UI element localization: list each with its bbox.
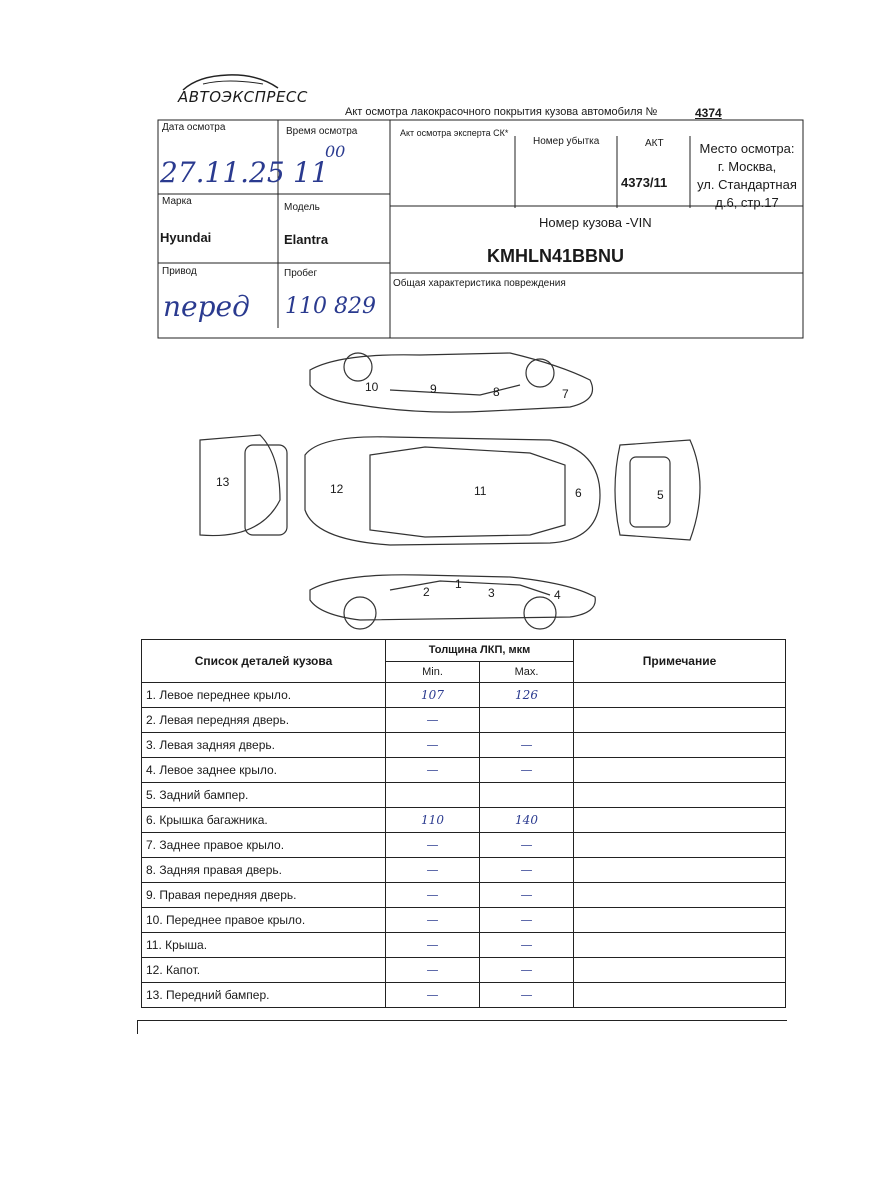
part-number-5: 5: [657, 488, 664, 502]
note-cell: [574, 808, 786, 833]
part-name-cell: 3. Левая задняя дверь.: [142, 733, 386, 758]
note-cell: [574, 708, 786, 733]
part-number-11: 11: [474, 484, 487, 498]
part-name-cell: 10. Переднее правое крыло.: [142, 908, 386, 933]
part-number-8: 8: [493, 385, 500, 399]
note-cell: [574, 683, 786, 708]
part-name-cell: 4. Левое заднее крыло.: [142, 758, 386, 783]
note-cell: [574, 933, 786, 958]
car-outlines: [190, 345, 720, 635]
part-name-cell: 8. Задняя правая дверь.: [142, 858, 386, 883]
min-value-cell: —: [386, 883, 480, 908]
part-name-cell: 9. Правая передняя дверь.: [142, 883, 386, 908]
note-cell: [574, 783, 786, 808]
table-row: [142, 708, 786, 733]
part-name-cell: 13. Передний бампер.: [142, 983, 386, 1008]
min-value-cell: —: [386, 858, 480, 883]
date-label: Дата осмотра: [162, 122, 226, 133]
note-cell: [574, 983, 786, 1008]
part-name-cell: 6. Крышка багажника.: [142, 808, 386, 833]
max-value-cell: —: [480, 883, 574, 908]
parts-table: [141, 639, 786, 1008]
table-row: [142, 733, 786, 758]
loss-number-label: Номер убытка: [533, 136, 600, 147]
vin-label: Номер кузова -VIN: [539, 215, 652, 230]
time-minutes: 00: [325, 142, 346, 161]
part-name-cell: 11. Крыша.: [142, 933, 386, 958]
drive-label: Привод: [162, 266, 197, 277]
max-value-cell: [480, 783, 574, 808]
model-value: Elantra: [284, 232, 329, 247]
part-name-cell: 2. Левая передняя дверь.: [142, 708, 386, 733]
note-column-header: Примечание: [574, 640, 786, 683]
act-number: 4374: [695, 106, 722, 120]
part-number-4: 4: [554, 588, 561, 602]
min-value-cell: —: [386, 908, 480, 933]
max-value-cell: —: [480, 758, 574, 783]
min-value-cell: 107: [386, 683, 480, 708]
parts-table-body: [142, 683, 786, 1008]
bottom-rule-tick: [137, 1020, 138, 1034]
part-number-6: 6: [575, 486, 582, 500]
make-label: Марка: [162, 196, 192, 207]
brand-logo: [178, 72, 308, 112]
table-row: [142, 683, 786, 708]
table-row: [142, 958, 786, 983]
note-cell: [574, 758, 786, 783]
part-number-13: 13: [216, 475, 230, 489]
table-row: [142, 758, 786, 783]
bottom-rule: [137, 1020, 787, 1021]
part-name-cell: 5. Задний бампер.: [142, 783, 386, 808]
part-name-cell: 1. Левое переднее крыло.: [142, 683, 386, 708]
min-value-cell: 110: [386, 808, 480, 833]
vin-value: KMHLN41BBNU: [487, 246, 625, 266]
part-number-12: 12: [330, 482, 344, 496]
place-line: ул. Стандартная: [697, 177, 797, 192]
max-value-cell: —: [480, 933, 574, 958]
mileage-label: Пробег: [284, 268, 318, 279]
time-value: 11: [293, 156, 329, 189]
table-row: [142, 783, 786, 808]
part-number-2: 2: [423, 585, 430, 599]
min-value-cell: —: [386, 708, 480, 733]
min-value-cell: —: [386, 958, 480, 983]
part-name-cell: 12. Капот.: [142, 958, 386, 983]
act-label: АКТ: [645, 138, 664, 149]
expert-act-label: Акт осмотра эксперта СК*: [400, 128, 509, 138]
date-value: 27.11.25: [160, 156, 285, 189]
part-number-9: 9: [430, 382, 437, 396]
min-value-cell: [386, 783, 480, 808]
place-line: Место осмотра:: [699, 141, 795, 156]
place-line: д.6, стр.17: [715, 195, 779, 210]
document-title: Акт осмотра лакокрасочного покрытия кузова автомобиля №: [345, 106, 658, 118]
max-value-cell: 140: [480, 808, 574, 833]
min-value-cell: —: [386, 983, 480, 1008]
note-cell: [574, 883, 786, 908]
max-column-header: Max.: [480, 661, 574, 683]
part-number-10: 10: [365, 380, 379, 394]
max-value-cell: —: [480, 858, 574, 883]
table-row: [142, 808, 786, 833]
max-value-cell: —: [480, 958, 574, 983]
max-value-cell: —: [480, 833, 574, 858]
max-value-cell: 126: [480, 683, 574, 708]
min-value-cell: —: [386, 833, 480, 858]
model-label: Модель: [284, 202, 320, 213]
thickness-column-header: Толщина ЛКП, мкм: [386, 640, 574, 662]
place-line: г. Москва,: [717, 159, 777, 174]
table-row: [142, 883, 786, 908]
note-cell: [574, 958, 786, 983]
min-column-header: Min.: [386, 661, 480, 683]
damage-label: Общая характеристика повреждения: [393, 278, 566, 289]
table-row: [142, 933, 786, 958]
brand-name: АВТОЭКСПРЕСС: [178, 88, 308, 106]
table-row: [142, 983, 786, 1008]
inspection-place: [693, 140, 801, 212]
note-cell: [574, 858, 786, 883]
max-value-cell: [480, 708, 574, 733]
parts-column-header: Список деталей кузова: [142, 640, 386, 683]
table-row: [142, 908, 786, 933]
note-cell: [574, 833, 786, 858]
table-row: [142, 858, 786, 883]
min-value-cell: —: [386, 758, 480, 783]
mileage-value: 110 829: [285, 294, 376, 319]
make-value: Hyundai: [160, 230, 212, 245]
note-cell: [574, 733, 786, 758]
max-value-cell: —: [480, 908, 574, 933]
part-name-cell: 7. Заднее правое крыло.: [142, 833, 386, 858]
part-number-3: 3: [488, 586, 495, 600]
act-value: 4373/11: [621, 175, 668, 190]
min-value-cell: —: [386, 933, 480, 958]
max-value-cell: —: [480, 983, 574, 1008]
max-value-cell: —: [480, 733, 574, 758]
min-value-cell: —: [386, 733, 480, 758]
part-number-7: 7: [562, 387, 569, 401]
inspection-form: [155, 118, 805, 340]
part-number-1: 1: [455, 577, 462, 591]
time-label: Время осмотра: [286, 126, 358, 137]
note-cell: [574, 908, 786, 933]
car-diagram: [190, 345, 720, 635]
table-row: [142, 833, 786, 858]
drive-value: перед: [163, 290, 250, 323]
